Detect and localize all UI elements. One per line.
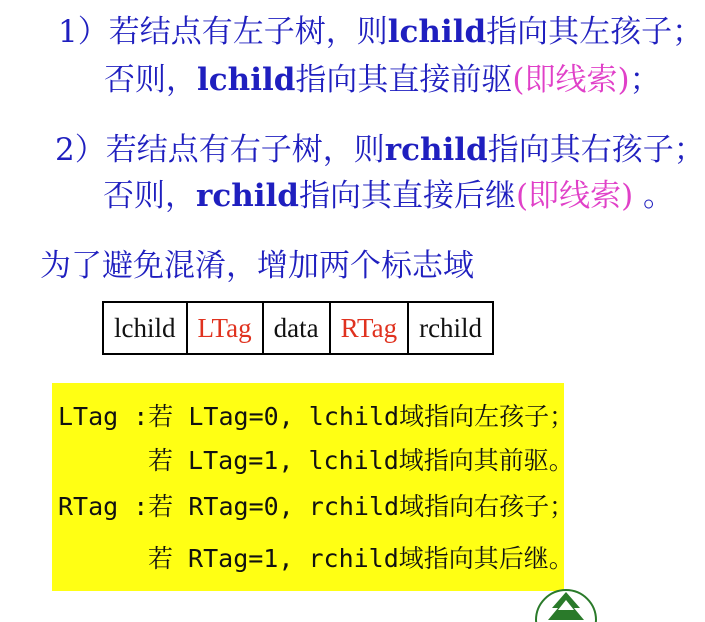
node-structure-table xyxy=(102,301,494,355)
definition-rtag-0: RTag :若 RTag=0, rchild域指向右孩子； xyxy=(58,492,575,521)
rule-2-rest: 指向其右孩子； xyxy=(487,132,705,168)
field-lchild: lchild xyxy=(103,302,187,354)
rule-2-else-rest: 指向其直接后继 xyxy=(298,178,516,214)
rule-1-keyword: lchild xyxy=(387,14,487,50)
rule-1-else-keyword: lchild xyxy=(197,62,296,98)
rule-1-else-prefix: 否则， xyxy=(104,62,197,98)
definition-ltag-1: 若 LTag=1, lchild域指向其前驱。 xyxy=(148,446,574,475)
rule-2-else-keyword: rchild xyxy=(196,178,299,214)
field-data: data xyxy=(263,302,330,354)
field-ltag: LTag xyxy=(187,302,263,354)
field-rchild: rchild xyxy=(408,302,493,354)
university-logo-icon xyxy=(536,586,596,622)
field-rtag: RTag xyxy=(330,302,408,354)
rule-1-line-1 xyxy=(58,6,703,51)
tag-definition-box xyxy=(52,383,575,591)
rule-2-line-1 xyxy=(55,124,705,169)
rule-2-prefix: 2）若结点有右子树，则 xyxy=(55,132,385,168)
rule-2-thread-note: (即线索) xyxy=(515,178,634,214)
rule-1-line-2 xyxy=(104,54,661,99)
rule-1-else-rest: 指向其直接前驱 xyxy=(295,62,513,98)
rule-2-end: 。 xyxy=(633,178,675,214)
rule-1-thread-note: (即线索) xyxy=(512,62,630,98)
rule-1-prefix: 1）若结点有左子树，则 xyxy=(58,14,388,50)
rule-1-end: ； xyxy=(629,62,661,98)
rule-1-rest: 指向其左孩子； xyxy=(486,14,704,50)
section-heading: 为了避免混淆，增加两个标志域 xyxy=(40,248,474,284)
definition-rtag-1: 若 RTag=1, rchild域指向其后继。 xyxy=(148,544,574,573)
rule-2-else-prefix: 否则， xyxy=(103,178,196,214)
rule-2-keyword: rchild xyxy=(384,132,488,168)
rule-2-line-2 xyxy=(103,170,674,215)
node-structure-row xyxy=(103,302,493,354)
definition-ltag-0: LTag :若 LTag=0, lchild域指向左孩子； xyxy=(58,402,575,431)
